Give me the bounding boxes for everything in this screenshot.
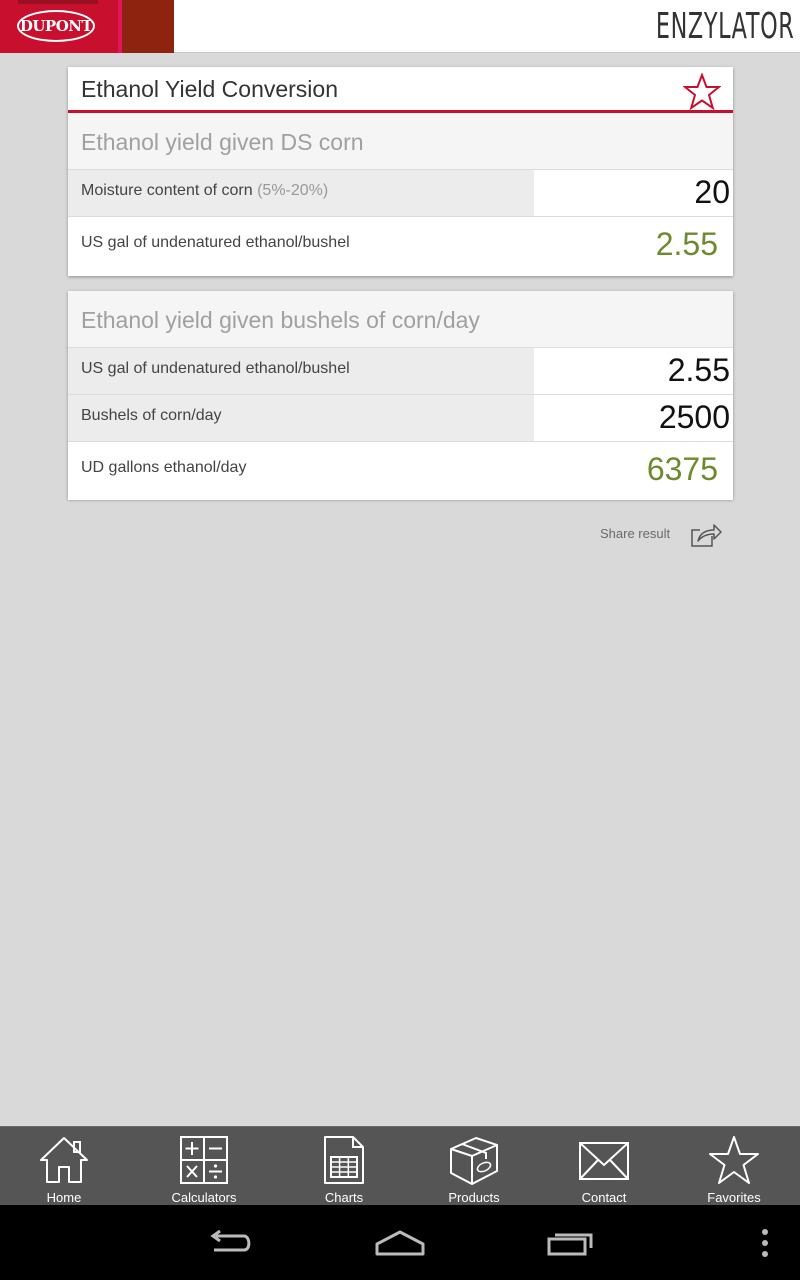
section-heading-text: Ethanol yield given DS corn: [81, 129, 364, 155]
home-icon: [38, 1135, 90, 1185]
back-arrow-icon: [206, 1230, 254, 1256]
nav-label: Contact: [581, 1190, 627, 1205]
calculator-title-bar: [68, 67, 733, 113]
recent-apps-icon: [546, 1230, 594, 1256]
header-accent-brown: [122, 0, 174, 53]
home-system-button[interactable]: [360, 1205, 440, 1280]
calculator-icon: [179, 1135, 229, 1185]
moisture-range: (5%-20%): [257, 182, 329, 199]
bushels-label: Bushels of corn/day: [81, 407, 222, 424]
moisture-label: [81, 182, 328, 200]
nav-label: Favorites: [707, 1190, 761, 1205]
calculator-card-bushels-day: [68, 291, 733, 499]
label-cell: [68, 170, 534, 216]
star-outline-icon[interactable]: [683, 73, 721, 111]
ethanol-per-bushel-result-row: [68, 217, 733, 275]
app-header: [0, 0, 800, 53]
bushels-value: 2500: [658, 399, 730, 435]
chart-icon: [323, 1135, 365, 1185]
nav-charts[interactable]: [294, 1127, 394, 1206]
ethanol-per-bushel-result: 2.55: [655, 226, 718, 262]
calculator-card-ds-corn: [68, 67, 733, 276]
system-nav-bar: [0, 1205, 800, 1280]
ethanol-per-bushel-label: US gal of undenatured ethanol/bushel: [81, 234, 350, 251]
overflow-menu-button[interactable]: [745, 1205, 785, 1280]
label-cell: [68, 217, 534, 275]
gal-per-bushel-label: US gal of undenatured ethanol/bushel: [81, 360, 350, 377]
section-heading-bushels: [68, 291, 733, 348]
moisture-row: [68, 170, 733, 217]
nav-products[interactable]: [424, 1127, 524, 1206]
nav-label: Calculators: [171, 1190, 237, 1205]
recent-apps-button[interactable]: [530, 1205, 610, 1280]
label-cell: [68, 395, 534, 441]
share-label: Share result: [600, 526, 671, 541]
logo-oval: DUPONT: [17, 10, 95, 42]
moisture-label-text: Moisture content of corn: [81, 182, 253, 199]
nav-calculators[interactable]: [154, 1127, 254, 1206]
box-icon: [448, 1135, 500, 1187]
moisture-input[interactable]: [534, 170, 733, 216]
calculator-title: Ethanol Yield Conversion: [81, 76, 338, 102]
bottom-nav: [0, 1126, 800, 1205]
logo-top-bar: [18, 0, 98, 4]
nav-label: Products: [448, 1190, 500, 1205]
result-cell: [534, 217, 733, 275]
result-cell: [534, 442, 733, 500]
home-outline-icon: [374, 1230, 426, 1256]
app-brand: ENZYLATOR: [655, 6, 794, 47]
gallons-per-day-result: 6375: [646, 451, 718, 487]
dupont-logo: [0, 0, 118, 53]
section-heading-ds-corn: [68, 113, 733, 170]
section-heading-text: Ethanol yield given bushels of corn/day: [81, 307, 480, 333]
gallons-per-day-label: UD gallons ethanol/day: [81, 459, 247, 476]
nav-label: Charts: [324, 1190, 364, 1205]
star-icon: [708, 1135, 760, 1187]
gallons-per-day-result-row: [68, 442, 733, 500]
moisture-value: 20: [694, 174, 730, 210]
gal-per-bushel-value: 2.55: [667, 352, 730, 388]
overflow-dots-icon: [761, 1228, 769, 1258]
bushels-row: [68, 395, 733, 442]
label-cell: [68, 348, 534, 394]
envelope-icon: [578, 1141, 630, 1181]
gal-per-bushel-input[interactable]: [534, 348, 733, 394]
back-button[interactable]: [190, 1205, 270, 1280]
share-result-button[interactable]: [600, 522, 725, 552]
nav-favorites[interactable]: [684, 1127, 784, 1206]
bushels-input[interactable]: [534, 395, 733, 441]
nav-home[interactable]: [14, 1127, 114, 1206]
gal-per-bushel-row: [68, 348, 733, 395]
share-icon: [690, 522, 722, 550]
nav-contact[interactable]: [554, 1127, 654, 1206]
label-cell: [68, 442, 534, 500]
nav-label: Home: [46, 1190, 82, 1205]
